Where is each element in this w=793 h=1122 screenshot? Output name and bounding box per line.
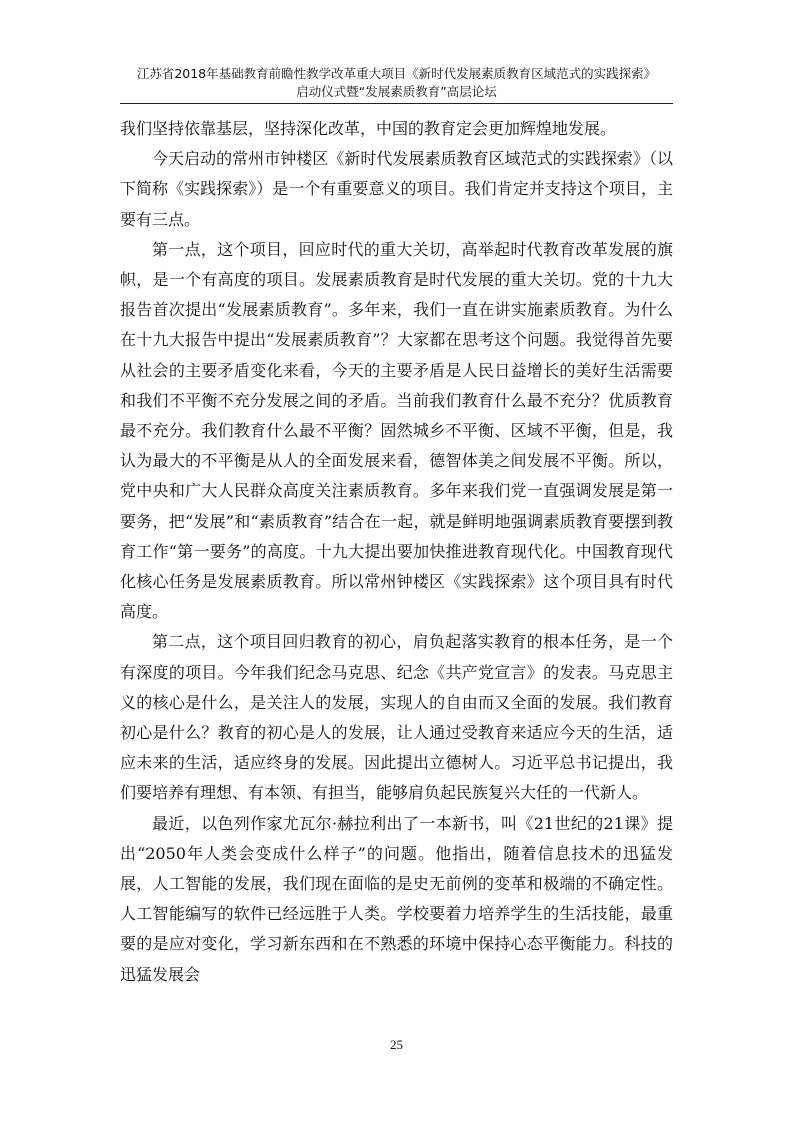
paragraph-point-one: 第一点，这个项目，回应时代的重大关切，高举起时代教育改革发展的旗帜，是一个有高度的项目。发展素质教育是时代发展的重大关切。党的十九大报告首次提出“发展素质教育”。多年来，我们一直在讲实施素质教育。为什么在十九大报告中提出“发展素质教育”？大家都在思考这个问题。我觉得首先要从社会的主要矛盾变化来看，今天的主要矛盾是人民日益增长的美好生活需要和我们不平衡不充分发展之间的矛盾。当前我们教育什么最不充分？优质教育最不充分。我们教育什么最不平衡？固然城乡不平衡、区域不平衡，但是，我认为最大的不平衡是从人的全面发展来看，德智体美之间发展不平衡。所以，党中央和广大人民群众高度关注素质教育。多年来我们党一直强调发展是第一要务，把“发展”和“素质教育”结合在一起，就是鲜明地强调素质教育要摆到教育工作“第一要务”的高度。十九大提出要加快推进教育现代化。中国教育现代化核心任务是发展素质教育。所以常州钟楼区《实践探索》这个项目具有时代高度。	[120, 239, 673, 622]
page-number: 25	[390, 1037, 403, 1052]
page-header	[120, 65, 673, 101]
header-title-line-1: 江苏省2018年基础教育前瞻性教学改革重大项目《新时代发展素质教育区域范式的实践探索》	[136, 66, 657, 81]
paragraph-harari: 最近，以色列作家尤瓦尔·赫拉利出了一本新书，叫《21世纪的21课》提出“2050年人类会变成什么样子”的问题。他指出，随着信息技术的迅猛发展，人工智能的发展，我们现在面临的是史无前例的变革和极端的不确定性。人工智能编写的软件已经远胜于人类。学校要着力培养学生的生活技能，最重要的是应对变化，学习新东西和在不熟悉的环境中保持心态平衡能力。科技的迅猛发展会	[120, 813, 673, 984]
paragraph-project-intro: 今天启动的常州市钟楼区《新时代发展素质教育区域范式的实践探索》（以下简称《实践探索》）是一个有重要意义的项目。我们肯定并支持这个项目，主要有三点。	[120, 149, 673, 229]
header-title-line-2: 启动仪式暨“发展素质教育”高层论坛	[296, 84, 497, 99]
paragraph-continued: 我们坚持依靠基层，坚持深化改革，中国的教育定会更加辉煌地发展。	[120, 119, 617, 138]
paragraph-point-two: 第二点，这个项目回归教育的初心，肩负起落实教育的根本任务，是一个有深度的项目。今年我们纪念马克思、纪念《共产党宣言》的发表。马克思主义的核心是什么，是关注人的发展，实现人的自由而又全面的发展。我们教育初心是什么？教育的初心是人的发展，让人通过受教育来适应今天的生活，适应未来的生活，适应终身的发展。因此提出立德树人。习近平总书记提出，我们要培养有理想、有本领、有担当，能够肩负起民族复兴大任的一代新人。	[120, 632, 673, 803]
body-text	[120, 114, 673, 990]
header-divider	[120, 103, 673, 104]
